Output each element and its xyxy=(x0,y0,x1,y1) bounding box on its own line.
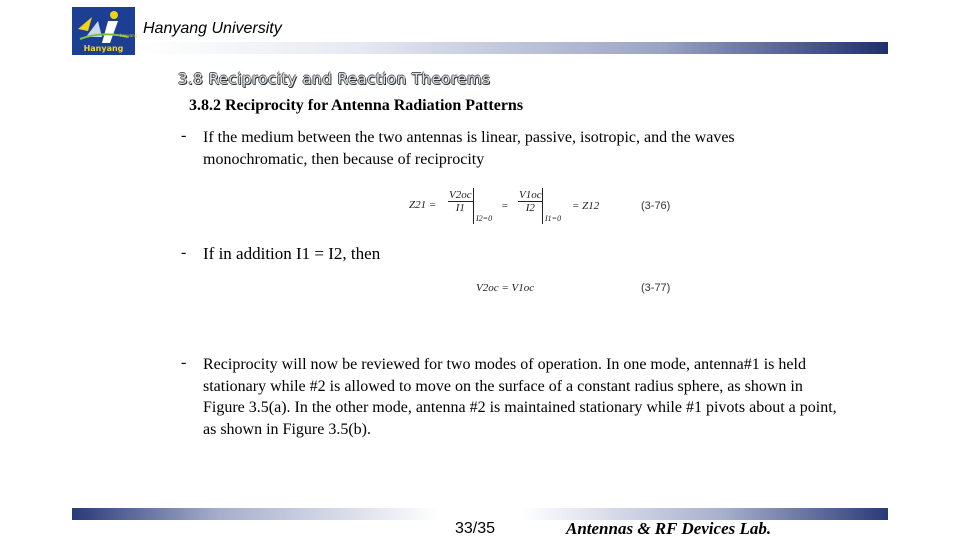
svg-text:hanyang: hanyang xyxy=(120,33,138,38)
eq-frac1-den: I1 xyxy=(455,202,465,214)
eq-evaluation-bar xyxy=(473,188,474,224)
bullet-text-modes: Reciprocity will now be reviewed for two modes of operation. In one mode, antenna#1 is held stationary while #2 is allowed to move on the surface of a constant radius sphere, as shown in Figure 3.5(a). In the other mode, antenna #2 is maintained stationary while #1 pivots about a point, as shown in Figure 3.5(b). xyxy=(203,356,837,438)
section-title: 3.8 Reciprocity and Reaction Theorems xyxy=(178,70,491,88)
bullet-text-currents: If in addition I1 = I2, then xyxy=(203,244,381,263)
header-gradient-bar xyxy=(136,42,888,54)
eq-rhs: = Z12 xyxy=(572,200,600,212)
eq-frac1-num: V2oc xyxy=(449,189,472,201)
eq-evaluation-bar xyxy=(542,188,543,224)
subsection-title: 3.8.2 Reciprocity for Antenna Radiation Patterns xyxy=(189,97,524,114)
eq-cond2: I1=0 xyxy=(545,214,562,223)
eq-number: (3-76) xyxy=(641,200,671,212)
eq-lhs: Z21 = xyxy=(409,199,437,211)
bullet-marker: - xyxy=(181,127,187,144)
university-logo xyxy=(72,7,138,55)
page-number: 33/35 xyxy=(455,520,496,537)
eq-frac2-den: I2 xyxy=(525,202,535,214)
lab-name: Antennas & RF Devices Lab. xyxy=(566,519,772,538)
eq-fraction-1 xyxy=(448,189,473,214)
bullet-text-medium: If the medium between the two antennas is linear, passive, isotropic, and the waves monochromatic, then because of reciprocity xyxy=(203,129,735,168)
logo-text: Hanyang xyxy=(83,44,124,53)
eq-text: V2oc = V1oc xyxy=(476,282,535,294)
eq-mid: = xyxy=(501,200,509,212)
bullet-marker: - xyxy=(181,354,187,371)
university-name: Hanyang University xyxy=(143,20,282,37)
eq-frac2-num: V1oc xyxy=(519,189,542,201)
eq-cond1: I2=0 xyxy=(476,214,493,223)
bullet-marker: - xyxy=(181,244,187,261)
eq-fraction-2 xyxy=(518,189,543,214)
eq-number: (3-77) xyxy=(641,282,671,294)
